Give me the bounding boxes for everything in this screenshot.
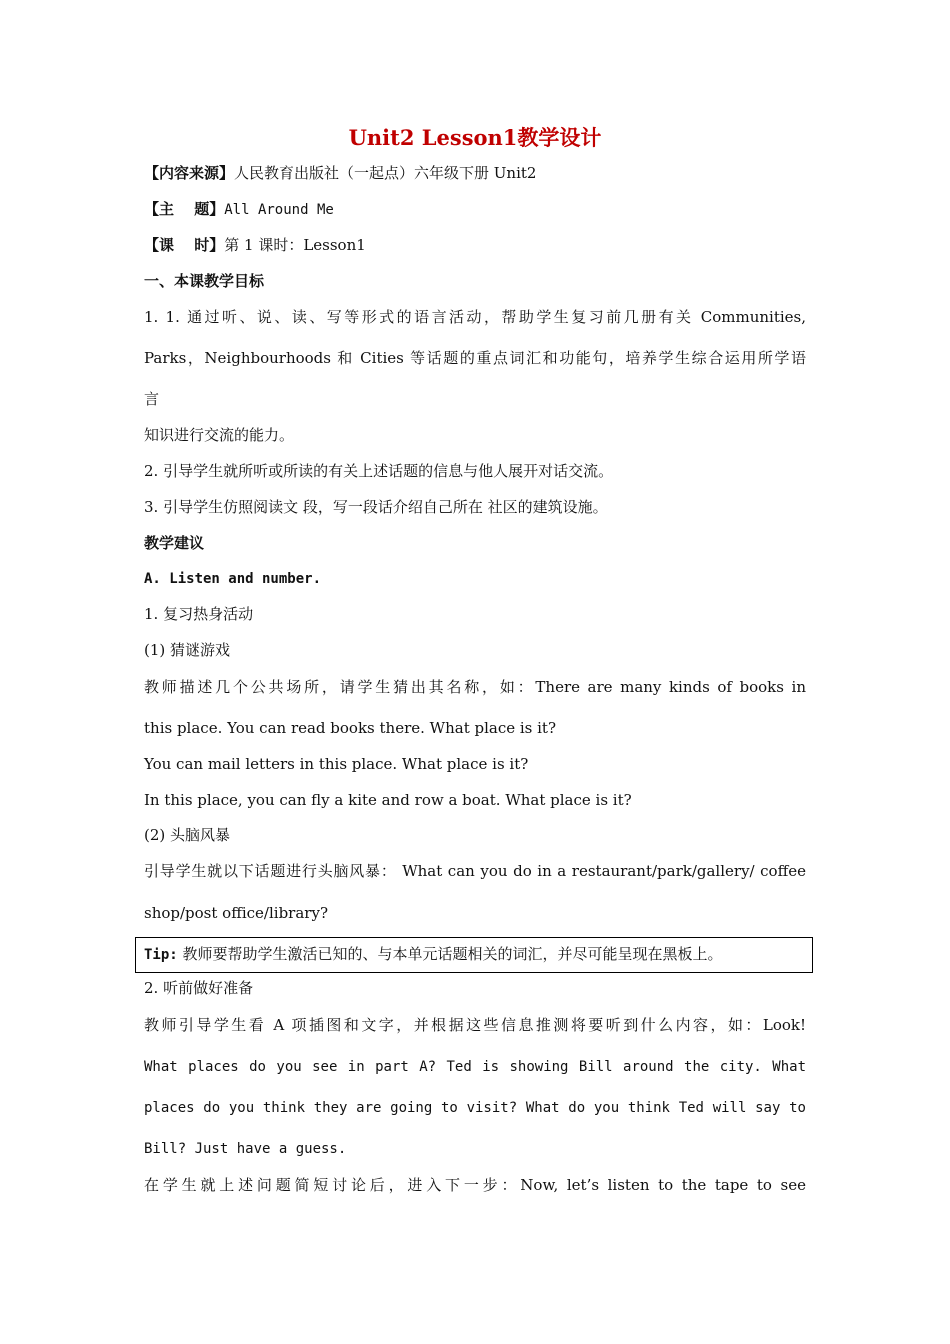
paragraph-1-line-3: You can mail letters in this place. What place is it? [144, 755, 529, 773]
objective-1-line-1: 1. 1. 通过听、说、读、写等形式的语言活动，帮助学生复习前几册有关 Communities, [144, 308, 806, 326]
suggestions-heading: 教学建议 [144, 534, 205, 552]
objective-1-line-4: 知识进行交流的能力。 [144, 426, 295, 444]
period-label: 【课 时】 [144, 236, 225, 254]
tip-text: 教师要帮助学生激活已知的、与本单元话题相关的词汇，并尽可能呈现在黑板上。 [177, 945, 723, 963]
paragraph-3-line-1: 教师引导学生看 A 项插图和文字，并根据这些信息推测将要听到什么内容，如：Look! [144, 1016, 806, 1034]
sub-1-heading: (1) 猜谜游戏 [144, 641, 231, 659]
step-1-heading: 1. 复习热身活动 [144, 605, 254, 623]
paragraph-3-line-4: Bill? Just have a guess. [144, 1141, 347, 1157]
meta-topic [144, 199, 806, 220]
source-value: 人民教育出版社（一起点）六年级下册 Unit2 [234, 164, 537, 182]
objectives-heading: 一、本课教学目标 [144, 272, 265, 290]
paragraph-1-line-1: 教师描述几个公共场所，请学生猜出其名称，如：There are many kinds of books in [144, 678, 806, 696]
tip-line [144, 944, 723, 965]
objective-1-line-2: Parks，Neighbourhoods 和 Cities 等话题的重点词汇和功能句，培养学生综合运用所学语 [144, 349, 806, 367]
page-title: Unit2 Lesson1教学设计 [348, 125, 602, 150]
source-label: 【内容来源】 [144, 164, 235, 182]
sub-2-heading: (2) 头脑风暴 [144, 826, 231, 844]
paragraph-1-line-2: this place. You can read books there. What place is it? [144, 719, 557, 737]
topic-label: 【主 题】 [144, 200, 225, 218]
tip-box [135, 937, 813, 973]
objective-3: 3. 引导学生仿照阅读文 段，写一段话介绍自己所在 社区的建筑设施。 [144, 498, 608, 516]
meta-source [144, 163, 806, 183]
objective-2: 2. 引导学生就所听或所读的有关上述话题的信息与他人展开对话交流。 [144, 462, 614, 480]
paragraph-2-line-1: 引导学生就以下话题进行头脑风暴： What can you do in a restaurant/park/gallery/ coffee [144, 862, 806, 880]
section-a-heading: A. Listen and number. [144, 571, 322, 587]
meta-period [144, 235, 806, 255]
step-2-heading: 2. 听前做好准备 [144, 979, 254, 997]
paragraph-2-line-2: shop/post office/library? [144, 904, 328, 922]
paragraph-1-line-4: In this place, you can fly a kite and row a boat. What place is it? [144, 791, 632, 809]
paragraph-3-line-2: What places do you see in part A? Ted is showing Bill around the city. What [144, 1059, 806, 1075]
objective-1-line-3: 言 [144, 390, 160, 408]
topic-value: All Around Me [224, 202, 334, 218]
period-value: 第 1 课时：Lesson1 [224, 236, 366, 254]
tip-label: Tip: [144, 947, 178, 963]
paragraph-3-line-3: places do you think they are going to visit? What do you think Ted will say to [144, 1100, 806, 1116]
paragraph-4-line-1: 在学生就上述问题简短讨论后，进入下一步：Now, let’s listen to the tape to see [144, 1176, 806, 1194]
